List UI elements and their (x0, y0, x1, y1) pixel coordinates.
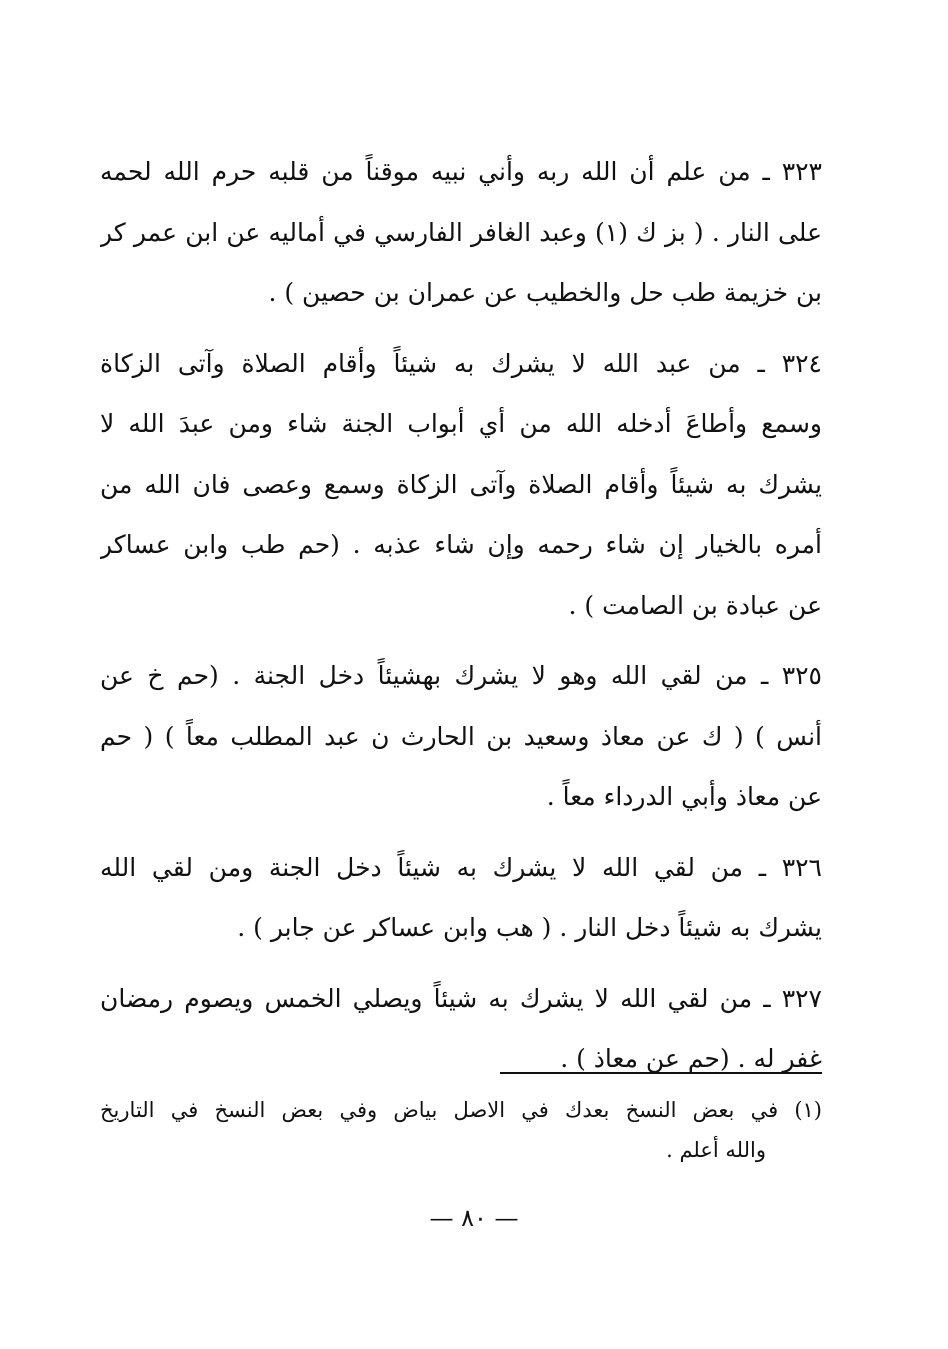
page-number: — ٨٠ — (429, 1204, 519, 1232)
text-line: عن عبادة بن الصامت ) . (568, 590, 822, 620)
text-line: يشرك به شيئاً وأقام الصلاة وآتى الزكاة وسمع وعصى فان الله من (100, 469, 822, 499)
footnote-divider (500, 1072, 822, 1074)
text-line: ٣٢٥ ـ من لقي الله وهو لا يشرك بهشيئاً دخل الجنة . (حم خ عن (100, 661, 822, 690)
hadith-325 (100, 646, 822, 828)
hadith-324 (100, 334, 822, 637)
text-line: على النار . ( بز ك (١) وعبد الغافر الفارسي في أماليه عن ابن عمر كر (100, 217, 822, 247)
text-line: بن خزيمة طب حل والخطيب عن عمران بن حصين ) . (268, 278, 822, 307)
text-line: أمره بالخيار إن شاء رحمه وإن شاء عذبه . (حم طب وابن عساكر (100, 530, 822, 559)
text-line: عن معاذ وأبي الدرداء معاً . (546, 782, 822, 811)
footnote (100, 1090, 822, 1170)
text-line: ٣٢٦ ـ من لقي الله لا يشرك به شيئاً دخل الجنة ومن لقي الله (100, 852, 822, 882)
text-line: وسمع وأطاعَ أدخله الله من أي أبواب الجنة شاء ومن عبدَ الله لا (100, 409, 822, 438)
text-line: ٣٢٧ ـ من لقي الله لا يشرك به شيئاً ويصلي الخمس ويصوم رمضان (100, 983, 822, 1013)
text-line: ٣٢٣ ـ من علم أن الله ربه وأني نبيه موقناً من قلبه حرم الله لحمه (100, 157, 822, 186)
hadith-326 (100, 838, 822, 959)
footnote-line: (١) في بعض النسخ بعدك في الاصل بياض وفي بعض النسخ في التاريخ (100, 1098, 822, 1122)
hadith-323 (100, 142, 822, 324)
text-line: أنس ) ( ك عن معاذ وسعيد بن الحارث ن عبد المطلب معاً ) ( حم (100, 721, 822, 751)
footnote-line: والله أعلم . (666, 1138, 766, 1162)
text-line: غفر له . (حم عن معاذ ) . (560, 1044, 822, 1073)
text-line: يشرك به شيئاً دخل النار . ( هب وابن عساكر عن جابر ) . (237, 913, 822, 942)
hadith-text-body (100, 142, 822, 1100)
text-line: ٣٢٤ ـ من عبد الله لا يشرك به شيئاً وأقام الصلاة وآتى الزكاة (100, 348, 822, 378)
